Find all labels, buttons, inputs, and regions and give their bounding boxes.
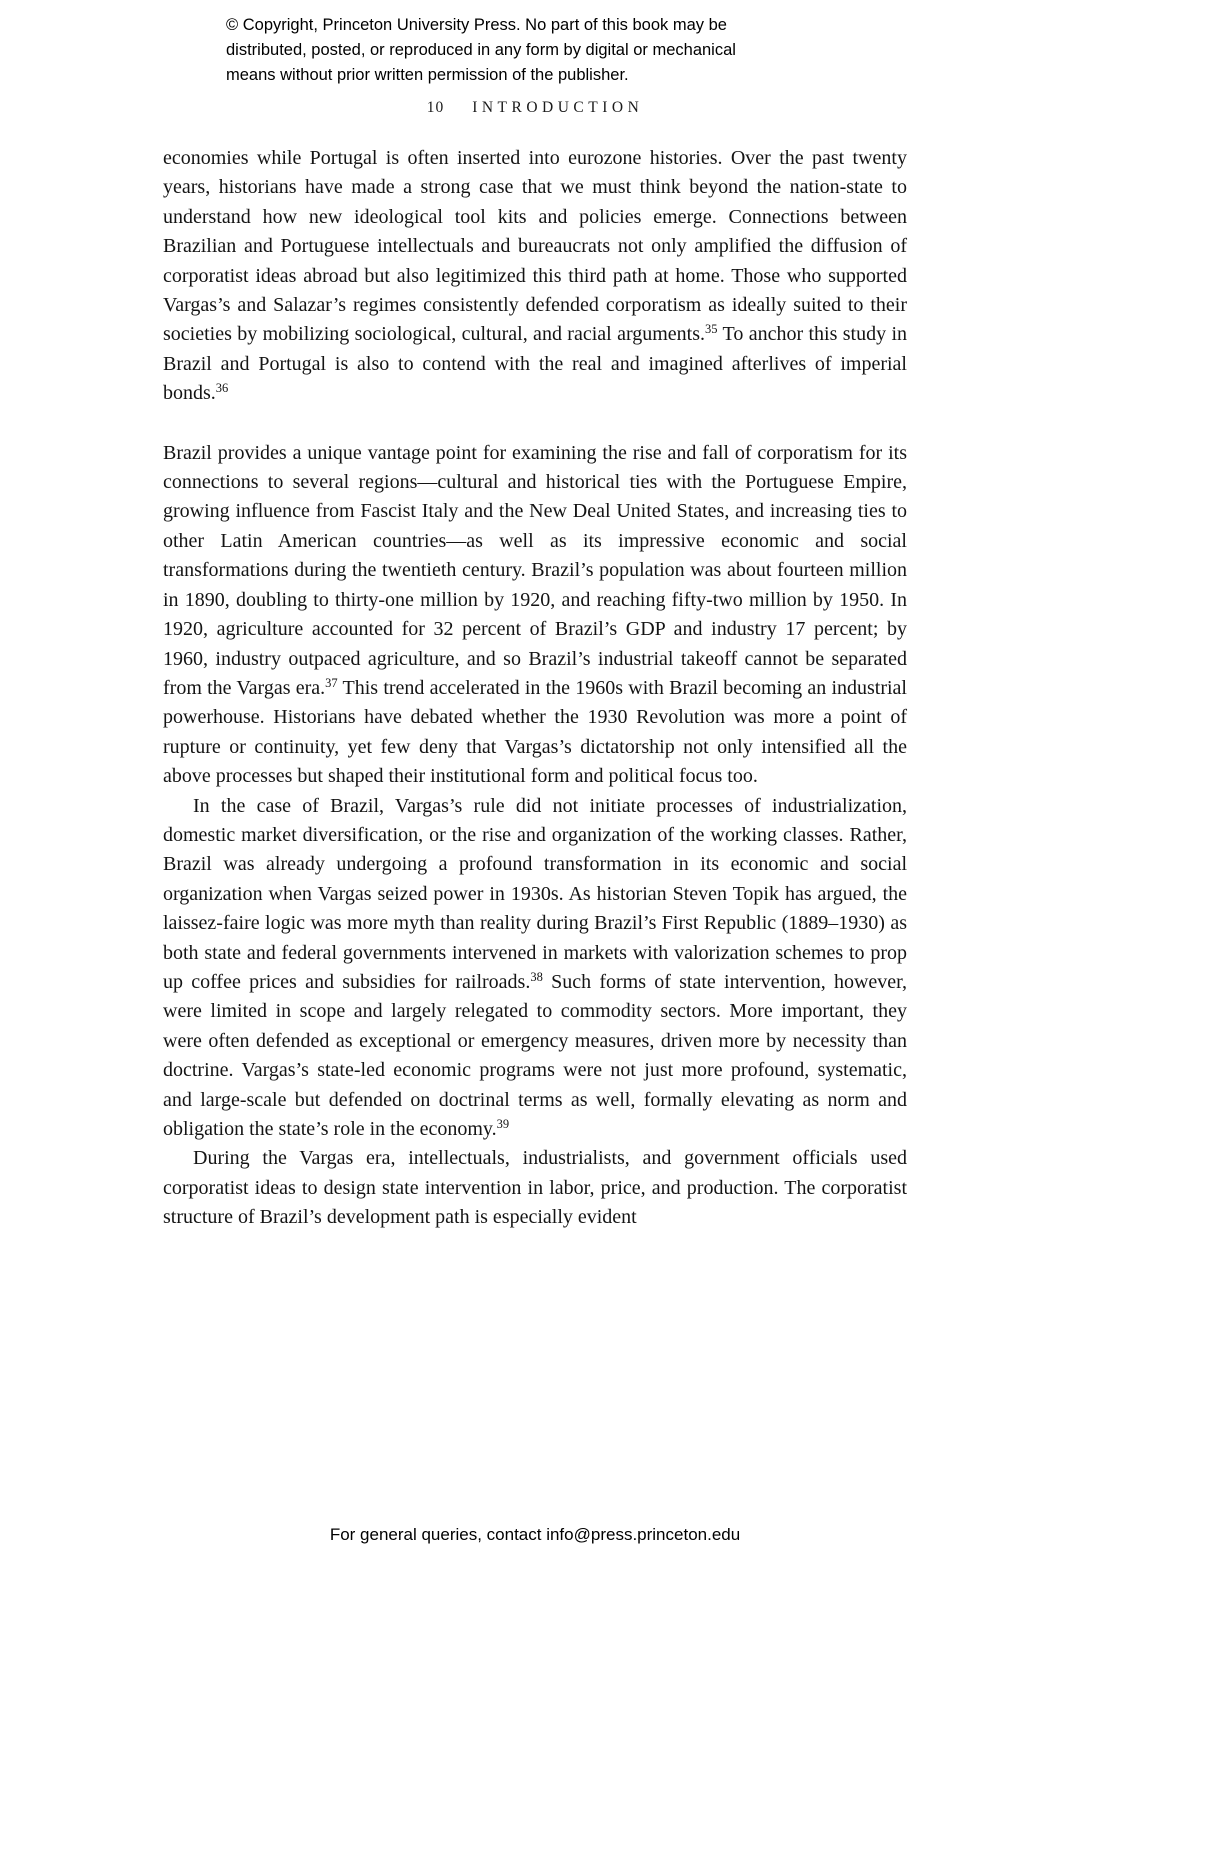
footnote-ref-35: 35	[705, 322, 718, 337]
paragraph-3-text-1: In the case of Brazil, Vargas’s rule did not initiate processes of industrialization, domestic market diversification, or the rise and organization of the working classes. Rather, Brazil was already undergoing a profound transformation in its economic and social organization when Vargas seized power in 1930s. As historian Steven Topik has argued, the laissez-faire logic was more myth than reality during Brazil’s First Republic (1889–1930) as both state and federal governments intervened in markets with valorization schemes to prop up coffee prices and subsidies for railroads.	[163, 794, 907, 993]
footnote-ref-38: 38	[530, 969, 543, 984]
paragraph-1-text-2: To anchor this study in Brazil and Portugal is also to contend with the real and imagined afterlives of imperial bonds.	[163, 323, 908, 405]
paragraph-4-text-1: During the Vargas era, intellectuals, industrialists, and government officials used corporatist ideas to design state intervention in labor, price, and production. The corporatist structure of Brazil’s development path is especially evident	[163, 1147, 907, 1229]
chapter-title: INTRODUCTION	[472, 99, 644, 116]
paragraph-4	[163, 1144, 907, 1232]
copyright-notice	[226, 13, 736, 88]
copyright-line-3: means without prior written permission of the publisher.	[226, 66, 629, 84]
paragraph-3	[163, 792, 907, 1145]
paragraph-2	[163, 439, 907, 792]
page-number: 10	[426, 99, 445, 116]
paragraph-3-text-2: Such forms of state intervention, however, were limited in scope and largely relegated to commodity sectors. More important, they were often defended as exceptional or emergency measures, driven more by necessity than doctrine. Vargas’s state-led economic programs were not just more profound, systematic, and large-scale but defended on doctrinal terms as well, formally elevating as norm and obligation the state’s role in the economy.	[163, 970, 907, 1140]
footnote-ref-39: 39	[496, 1117, 510, 1131]
footnote-ref-37: 37	[325, 675, 338, 690]
paragraph-1-text-1: economies while Portugal is often inserted into eurozone histories. Over the past twenty years, historians have made a strong case that we must think beyond the nation-state to understand how new ideological tool kits and policies emerge. Connections between Brazilian and Portuguese intellectuals and bureaucrats not only amplified the diffusion of corporatist ideas abroad but also legitimized this third path at home. Those who supported Vargas’s and Salazar’s regimes consistently defended corporatism as ideally suited to their societies by mobilizing sociological, cultural, and racial arguments.	[163, 147, 907, 346]
footer-query-line: For general queries, contact info@press.princeton.edu	[329, 1525, 741, 1544]
copyright-line-1: © Copyright, Princeton University Press. No part of this book may be	[226, 16, 727, 34]
paragraph-1	[163, 144, 907, 409]
paragraph-2-text-1: Brazil provides a unique vantage point for examining the rise and fall of corporatism for its connections to several regions—cultural and historical ties with the Portuguese Empire, growing influence from Fascist Italy and the New Deal United States, and increasing ties to other Latin American countries—as well as its impressive economic and social transformations during the twentieth century. Brazil’s population was about fourteen million in 1890, doubling to thirty-one million by 1920, and reaching fifty-two million by 1950. In 1920, agriculture accounted for 32 percent of Brazil’s GDP and industry 17 percent; by 1960, industry outpaced agriculture, and so Brazil’s industrial takeoff cannot be separated from the Vargas era.	[163, 441, 907, 699]
running-head	[163, 99, 907, 117]
footnote-ref-36: 36	[215, 381, 229, 396]
copyright-line-2: distributed, posted, or reproduced in any form by digital or mechanical	[226, 41, 736, 59]
body-text	[163, 144, 907, 1233]
paragraph-2-text-2: This trend accelerated in the 1960s with Brazil becoming an industrial powerhouse. Historians have debated whether the 1930 Revolution was more a point of rupture or continuity, yet few deny that Vargas’s dictatorship not only intensified all the above processes but shaped their institutional form and political focus too.	[163, 676, 907, 788]
